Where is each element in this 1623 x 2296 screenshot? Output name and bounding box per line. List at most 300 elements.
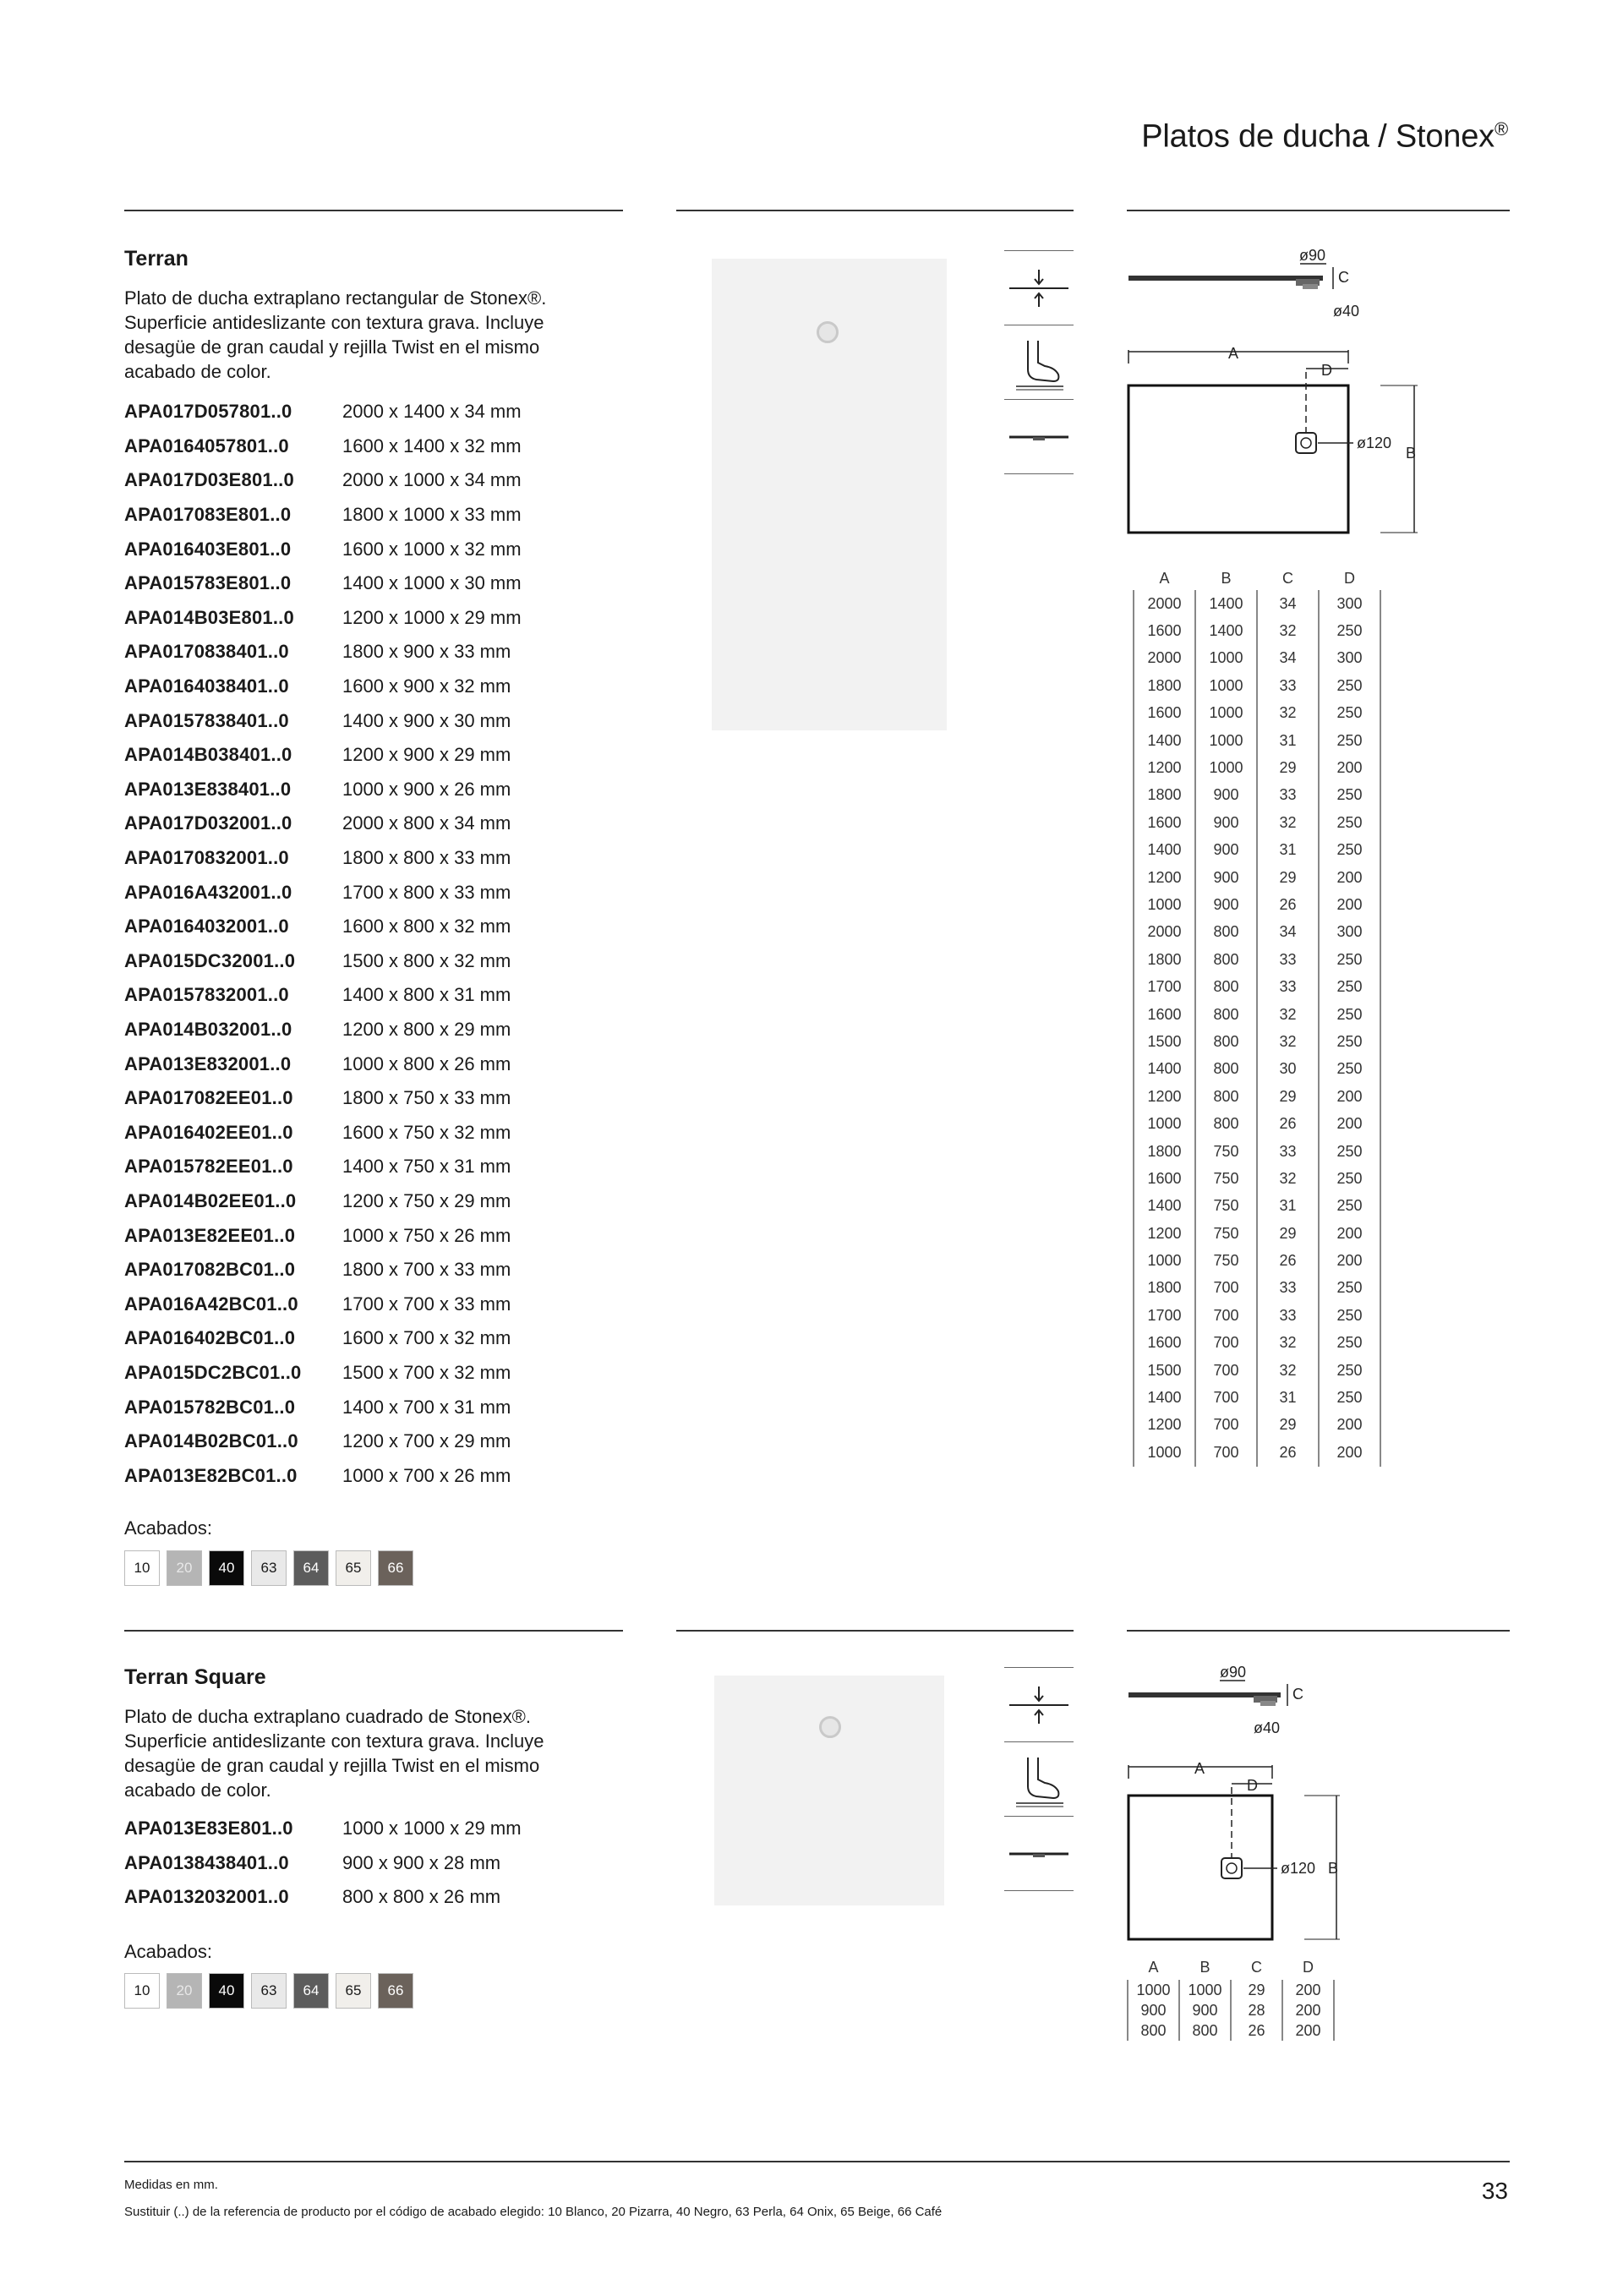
section1-finish-swatches — [124, 1550, 413, 1586]
product-row — [124, 670, 522, 704]
product-code: APA017D032001..0 — [124, 812, 292, 834]
product-code: APA014B02BC01..0 — [124, 1430, 298, 1452]
table-cell: 31 — [1257, 1193, 1319, 1220]
product-code: APA016A432001..0 — [124, 881, 292, 903]
table-cell: 1400 — [1134, 837, 1195, 864]
table-cell: 800 — [1195, 1028, 1257, 1055]
product-code: APA013E83E801..0 — [124, 1818, 293, 1840]
section2-finish-swatches — [124, 1973, 413, 2009]
table-cell: 34 — [1257, 590, 1319, 617]
finish-swatch-63: 63 — [251, 1973, 287, 2009]
section2-dimension-table — [1127, 1954, 1335, 2041]
table-cell: 300 — [1319, 590, 1380, 617]
finish-swatch-65: 65 — [336, 1550, 371, 1586]
table-cell: 2000 — [1134, 645, 1195, 672]
product-row — [124, 532, 522, 566]
dim-phi90: ø90 — [1220, 1664, 1247, 1681]
table-cell: 250 — [1319, 727, 1380, 754]
page-number: 33 — [1481, 2178, 1508, 2204]
table-cell: 250 — [1319, 946, 1380, 973]
product-dimensions: 1000 x 900 x 26 mm — [342, 778, 511, 800]
finish-swatch-63: 63 — [251, 1550, 287, 1586]
product-row — [124, 910, 522, 944]
footer-rule — [124, 2161, 1510, 2162]
table-cell: 200 — [1282, 2020, 1334, 2041]
table-cell: 26 — [1231, 2020, 1282, 2041]
anti-slip-foot-icon — [1004, 1741, 1074, 1816]
product-row — [124, 566, 522, 601]
section1-rule-left — [124, 210, 623, 211]
section2-description: Plato de ducha extraplano cuadrado de Stonex®. Superficie antideslizante con textura grava. Incluye desagüe de gran caudal y rejilla Twist en el mismo acabado de color. — [124, 1706, 544, 1801]
table-cell: 1200 — [1134, 1220, 1195, 1247]
section1-rule-mid — [676, 210, 1074, 211]
product-code: APA013E832001..0 — [124, 1052, 292, 1074]
table-cell: 32 — [1257, 1028, 1319, 1055]
finish-swatch-10: 10 — [124, 1550, 160, 1586]
product-code: APA017082BC01..0 — [124, 1259, 296, 1281]
table-cell: 33 — [1257, 1302, 1319, 1329]
table-row — [1134, 1056, 1380, 1083]
product-code: APA0164032001..0 — [124, 916, 289, 938]
table-row — [1134, 782, 1380, 809]
footer-note-units: Medidas en mm. — [124, 2178, 218, 2192]
product-code: APA014B02EE01..0 — [124, 1189, 297, 1211]
product-row — [124, 703, 522, 738]
table-cell: 32 — [1257, 1330, 1319, 1357]
table-cell: 33 — [1257, 1138, 1319, 1165]
product-code: APA0164038401..0 — [124, 675, 289, 697]
table-cell: 1700 — [1134, 1302, 1195, 1329]
product-row — [124, 1356, 522, 1391]
product-dimensions: 1400 x 700 x 31 mm — [342, 1396, 511, 1418]
product-dimensions: 2000 x 1400 x 34 mm — [342, 401, 522, 423]
finish-swatch-20: 20 — [167, 1550, 202, 1586]
table-cell: 1500 — [1134, 1357, 1195, 1384]
product-row — [124, 1218, 522, 1253]
product-dimensions: 1700 x 700 x 33 mm — [342, 1293, 511, 1315]
table-cell: 750 — [1195, 1247, 1257, 1274]
table-cell: 1200 — [1134, 1083, 1195, 1110]
product-row — [124, 1321, 522, 1356]
product-row — [124, 1458, 522, 1493]
section2-finishes-label: Acabados: — [124, 1941, 212, 1962]
flush-installation-icon — [1004, 399, 1074, 473]
finish-swatch-65: 65 — [336, 1973, 371, 2009]
table-row — [1134, 754, 1380, 781]
table-cell: 800 — [1195, 919, 1257, 946]
product-row — [124, 1287, 522, 1321]
table-row — [1134, 1138, 1380, 1165]
dim-a: A — [1228, 345, 1239, 362]
table-cell: 34 — [1257, 645, 1319, 672]
product-code: APA016403E801..0 — [124, 538, 292, 560]
table-cell: 26 — [1257, 1110, 1319, 1137]
table-header: A — [1148, 1958, 1159, 1976]
table-cell: 200 — [1319, 891, 1380, 918]
table-row — [1134, 590, 1380, 617]
product-code: APA0132032001..0 — [124, 1886, 289, 1908]
table-cell: 700 — [1195, 1330, 1257, 1357]
flush-installation-icon — [1004, 1816, 1074, 1890]
product-code: APA016402BC01..0 — [124, 1327, 296, 1349]
dim-b: B — [1328, 1860, 1339, 1877]
section1-finishes-label: Acabados: — [124, 1517, 212, 1539]
table-cell: 250 — [1319, 1275, 1380, 1302]
table-row — [1134, 919, 1380, 946]
product-row — [124, 1253, 522, 1287]
table-cell: 200 — [1319, 1110, 1380, 1137]
product-dimensions: 1600 x 900 x 32 mm — [342, 675, 511, 697]
table-row — [1134, 837, 1380, 864]
table-cell: 800 — [1195, 946, 1257, 973]
table-cell: 250 — [1319, 1028, 1380, 1055]
product-code: APA014B03E801..0 — [124, 606, 294, 628]
extra-flat-icon — [1004, 250, 1074, 325]
table-row — [1134, 1302, 1380, 1329]
product-row — [124, 1047, 522, 1081]
product-code: APA0164057801..0 — [124, 435, 289, 456]
table-row — [1134, 1357, 1380, 1384]
table-row — [1134, 1220, 1380, 1247]
product-dimensions: 1400 x 900 x 30 mm — [342, 709, 511, 731]
table-cell: 900 — [1179, 2000, 1231, 2020]
product-code: APA015782EE01..0 — [124, 1156, 293, 1178]
product-dimensions: 1500 x 800 x 32 mm — [342, 949, 511, 971]
extra-flat-icon — [1004, 1667, 1074, 1741]
product-row — [124, 635, 522, 670]
product-code: APA0170838401..0 — [124, 641, 289, 663]
product-code: APA014B032001..0 — [124, 1018, 292, 1040]
page-title: Platos de ducha / Stonex® — [1141, 118, 1508, 155]
table-cell: 750 — [1195, 1165, 1257, 1192]
drain-grate-icon — [817, 321, 839, 343]
table-cell: 200 — [1319, 864, 1380, 891]
table-cell: 1600 — [1134, 700, 1195, 727]
table-cell: 33 — [1257, 946, 1319, 973]
table-row — [1134, 645, 1380, 672]
table-header: C — [1282, 569, 1293, 587]
product-row — [124, 1184, 522, 1219]
product-row — [124, 395, 522, 429]
table-cell: 1600 — [1134, 1001, 1195, 1028]
product-dimensions: 2000 x 1000 x 34 mm — [342, 469, 522, 491]
product-dimensions: 1200 x 750 x 29 mm — [342, 1189, 511, 1211]
product-code: APA017D057801..0 — [124, 401, 292, 423]
drain-grate-icon — [819, 1716, 841, 1738]
table-cell: 32 — [1257, 700, 1319, 727]
section1-description: Plato de ducha extraplano rectangular de Stonex®. Superficie antideslizante con textura grava. Incluye desagüe de gran caudal y rejilla Twist en el mismo acabado de color. — [124, 287, 547, 382]
table-cell: 29 — [1257, 864, 1319, 891]
table-cell: 700 — [1195, 1302, 1257, 1329]
table-row — [1134, 1193, 1380, 1220]
table-header: D — [1344, 569, 1355, 587]
table-cell: 1500 — [1134, 1028, 1195, 1055]
product-row — [124, 1150, 522, 1184]
table-cell: 1200 — [1134, 754, 1195, 781]
product-code: APA0157832001..0 — [124, 984, 289, 1006]
finish-swatch-40: 40 — [209, 1973, 244, 2009]
table-cell: 1200 — [1134, 1412, 1195, 1439]
product-dimensions: 1400 x 800 x 31 mm — [342, 984, 511, 1006]
section2-title: Terran Square — [124, 1665, 266, 1689]
table-row — [1134, 700, 1380, 727]
product-row — [124, 773, 522, 807]
product-code: APA014B038401..0 — [124, 744, 292, 766]
table-cell: 2000 — [1134, 590, 1195, 617]
table-cell: 900 — [1128, 2000, 1179, 2020]
table-cell: 250 — [1319, 700, 1380, 727]
table-header: A — [1159, 569, 1170, 587]
table-row — [1134, 1330, 1380, 1357]
table-row — [1134, 1275, 1380, 1302]
table-cell: 250 — [1319, 1001, 1380, 1028]
product-code: APA017082EE01..0 — [124, 1087, 293, 1109]
finish-swatch-66: 66 — [378, 1973, 413, 2009]
product-code: APA017083E801..0 — [124, 504, 292, 526]
finish-swatch-40: 40 — [209, 1550, 244, 1586]
product-code: APA013E82EE01..0 — [124, 1224, 296, 1246]
product-dimensions: 1200 x 700 x 29 mm — [342, 1430, 511, 1452]
table-cell: 200 — [1319, 1412, 1380, 1439]
section1-product-list — [124, 395, 522, 1493]
dim-c: C — [1338, 269, 1349, 286]
section1-product-photo — [712, 259, 947, 730]
table-cell: 1000 — [1195, 700, 1257, 727]
table-cell: 800 — [1195, 1083, 1257, 1110]
product-code: APA015DC2BC01..0 — [124, 1361, 302, 1383]
table-cell: 700 — [1195, 1412, 1257, 1439]
table-row — [1134, 1165, 1380, 1192]
table-cell: 250 — [1319, 782, 1380, 809]
table-cell: 31 — [1257, 1384, 1319, 1411]
table-cell: 32 — [1257, 809, 1319, 836]
table-cell: 900 — [1195, 809, 1257, 836]
table-cell: 900 — [1195, 864, 1257, 891]
table-cell: 800 — [1195, 1001, 1257, 1028]
dim-phi40: ø40 — [1333, 303, 1360, 320]
product-code: APA015783E801..0 — [124, 572, 292, 594]
product-code: APA016402EE01..0 — [124, 1121, 293, 1143]
product-dimensions: 1000 x 800 x 26 mm — [342, 1052, 511, 1074]
product-dimensions: 1000 x 700 x 26 mm — [342, 1464, 511, 1486]
table-header: C — [1251, 1958, 1262, 1976]
table-cell: 29 — [1257, 1412, 1319, 1439]
product-row — [124, 1081, 522, 1116]
product-code: APA0170832001..0 — [124, 847, 289, 869]
product-dimensions: 1800 x 700 x 33 mm — [342, 1259, 511, 1281]
product-row — [124, 944, 522, 979]
table-cell: 1800 — [1134, 1275, 1195, 1302]
table-row — [1128, 1980, 1334, 2000]
product-code: APA0138438401..0 — [124, 1851, 289, 1873]
table-cell: 1000 — [1128, 1980, 1179, 2000]
finish-swatch-10: 10 — [124, 1973, 160, 2009]
finish-swatch-64: 64 — [293, 1550, 329, 1586]
product-row — [124, 1880, 522, 1915]
section2-rule-mid — [676, 1630, 1074, 1632]
product-dimensions: 1400 x 750 x 31 mm — [342, 1156, 511, 1178]
table-cell: 250 — [1319, 1302, 1380, 1329]
table-row — [1134, 672, 1380, 699]
table-row — [1128, 2020, 1334, 2041]
table-row — [1134, 1439, 1380, 1466]
table-cell: 31 — [1257, 727, 1319, 754]
table-cell: 250 — [1319, 809, 1380, 836]
table-cell: 250 — [1319, 1138, 1380, 1165]
table-cell: 800 — [1195, 973, 1257, 1000]
section1-rule-right — [1127, 210, 1510, 211]
table-cell: 1400 — [1195, 617, 1257, 644]
table-cell: 33 — [1257, 1275, 1319, 1302]
table-cell: 1800 — [1134, 946, 1195, 973]
table-cell: 26 — [1257, 1247, 1319, 1274]
section2-technical-drawing — [1127, 1662, 1510, 1941]
dim-phi120: ø120 — [1357, 435, 1392, 451]
product-dimensions: 1800 x 800 x 33 mm — [342, 847, 511, 869]
table-cell: 250 — [1319, 617, 1380, 644]
finish-swatch-66: 66 — [378, 1550, 413, 1586]
table-row — [1134, 1028, 1380, 1055]
table-cell: 250 — [1319, 1357, 1380, 1384]
dim-phi90: ø90 — [1299, 247, 1326, 264]
product-row — [124, 1013, 522, 1047]
finish-swatch-20: 20 — [167, 1973, 202, 2009]
table-cell: 33 — [1257, 672, 1319, 699]
table-cell: 1800 — [1134, 672, 1195, 699]
dim-a: A — [1194, 1760, 1205, 1777]
dim-phi40: ø40 — [1254, 1719, 1281, 1736]
product-code: APA013E838401..0 — [124, 778, 292, 800]
product-row — [124, 1424, 522, 1459]
product-row — [124, 1390, 522, 1424]
table-row — [1134, 1247, 1380, 1274]
table-cell: 32 — [1257, 1357, 1319, 1384]
table-header: B — [1221, 569, 1232, 587]
section2-rule-right — [1127, 1630, 1510, 1632]
table-cell: 1000 — [1195, 672, 1257, 699]
table-cell: 700 — [1195, 1384, 1257, 1411]
dim-phi120: ø120 — [1281, 1860, 1316, 1877]
table-cell: 31 — [1257, 837, 1319, 864]
table-cell: 29 — [1257, 1220, 1319, 1247]
product-dimensions: 1600 x 1400 x 32 mm — [342, 435, 522, 456]
tray-profile — [1128, 276, 1323, 281]
product-code: APA016A42BC01..0 — [124, 1293, 298, 1315]
table-cell: 28 — [1231, 2000, 1282, 2020]
table-cell: 1000 — [1134, 891, 1195, 918]
product-code: APA015782BC01..0 — [124, 1396, 296, 1418]
table-cell: 700 — [1195, 1357, 1257, 1384]
table-cell: 32 — [1257, 1001, 1319, 1028]
table-cell: 900 — [1195, 891, 1257, 918]
product-code: APA0157838401..0 — [124, 709, 289, 731]
table-cell: 1800 — [1134, 782, 1195, 809]
table-cell: 750 — [1195, 1138, 1257, 1165]
product-dimensions: 1400 x 1000 x 30 mm — [342, 572, 522, 594]
product-row — [124, 498, 522, 533]
table-cell: 700 — [1195, 1275, 1257, 1302]
table-cell: 2000 — [1134, 919, 1195, 946]
table-row — [1134, 727, 1380, 754]
table-cell: 1600 — [1134, 617, 1195, 644]
table-cell: 200 — [1319, 1439, 1380, 1466]
section1-dimension-table — [1133, 566, 1381, 1467]
table-row — [1134, 891, 1380, 918]
table-cell: 29 — [1231, 1980, 1282, 2000]
table-cell: 800 — [1195, 1110, 1257, 1137]
table-cell: 1000 — [1134, 1439, 1195, 1466]
table-cell: 300 — [1319, 645, 1380, 672]
table-cell: 750 — [1195, 1220, 1257, 1247]
product-dimensions: 1600 x 1000 x 32 mm — [342, 538, 522, 560]
table-cell: 1000 — [1195, 645, 1257, 672]
product-dimensions: 1800 x 750 x 33 mm — [342, 1087, 511, 1109]
product-row — [124, 1812, 522, 1846]
product-row — [124, 463, 522, 498]
product-row — [124, 601, 522, 636]
table-cell: 200 — [1319, 1220, 1380, 1247]
product-dimensions: 1600 x 800 x 32 mm — [342, 916, 511, 938]
table-cell: 1000 — [1134, 1247, 1195, 1274]
table-cell: 29 — [1257, 754, 1319, 781]
table-cell: 900 — [1195, 837, 1257, 864]
product-row — [124, 1846, 522, 1881]
table-cell: 34 — [1257, 919, 1319, 946]
product-dimensions: 1200 x 800 x 29 mm — [342, 1018, 511, 1040]
section2-product-photo — [714, 1676, 944, 1905]
finish-swatch-64: 64 — [293, 1973, 329, 2009]
product-dimensions: 1500 x 700 x 32 mm — [342, 1361, 511, 1383]
table-cell: 250 — [1319, 672, 1380, 699]
table-row — [1134, 1083, 1380, 1110]
tray-plan-outline — [1128, 385, 1348, 533]
product-code: APA015DC32001..0 — [124, 949, 296, 971]
table-cell: 26 — [1257, 891, 1319, 918]
table-cell: 1000 — [1195, 754, 1257, 781]
anti-slip-foot-icon — [1004, 325, 1074, 399]
table-cell: 32 — [1257, 617, 1319, 644]
table-cell: 1200 — [1134, 864, 1195, 891]
product-code: APA017D03E801..0 — [124, 469, 294, 491]
dim-d: D — [1321, 362, 1332, 379]
table-header: B — [1199, 1958, 1210, 1976]
section2-product-list — [124, 1812, 522, 1915]
table-cell: 250 — [1319, 1193, 1380, 1220]
table-cell: 700 — [1195, 1439, 1257, 1466]
section1-technical-drawing — [1127, 245, 1510, 541]
product-code: APA013E82BC01..0 — [124, 1464, 298, 1486]
table-cell: 26 — [1257, 1439, 1319, 1466]
table-cell: 200 — [1319, 1247, 1380, 1274]
table-cell: 200 — [1282, 2000, 1334, 2020]
footer-note-finish-codes: Sustituir (..) de la referencia de producto por el código de acabado elegido: 10 Blanco, 20 Pizarra, 40 Negro, 63 Perla, 64 Onix, 65 Beige, 66 Café — [124, 2205, 943, 2219]
table-cell: 250 — [1319, 1165, 1380, 1192]
table-cell: 250 — [1319, 973, 1380, 1000]
table-cell: 33 — [1257, 782, 1319, 809]
table-cell: 32 — [1257, 1165, 1319, 1192]
table-cell: 200 — [1319, 754, 1380, 781]
product-dimensions: 1000 x 750 x 26 mm — [342, 1224, 511, 1246]
tray-plan-outline — [1128, 1796, 1272, 1939]
table-cell: 250 — [1319, 837, 1380, 864]
product-dimensions: 900 x 900 x 28 mm — [342, 1851, 501, 1873]
table-cell: 200 — [1282, 1980, 1334, 2000]
table-cell: 250 — [1319, 1056, 1380, 1083]
table-cell: 1600 — [1134, 1165, 1195, 1192]
product-row — [124, 738, 522, 773]
product-dimensions: 1200 x 900 x 29 mm — [342, 744, 511, 766]
table-cell: 1400 — [1134, 1056, 1195, 1083]
